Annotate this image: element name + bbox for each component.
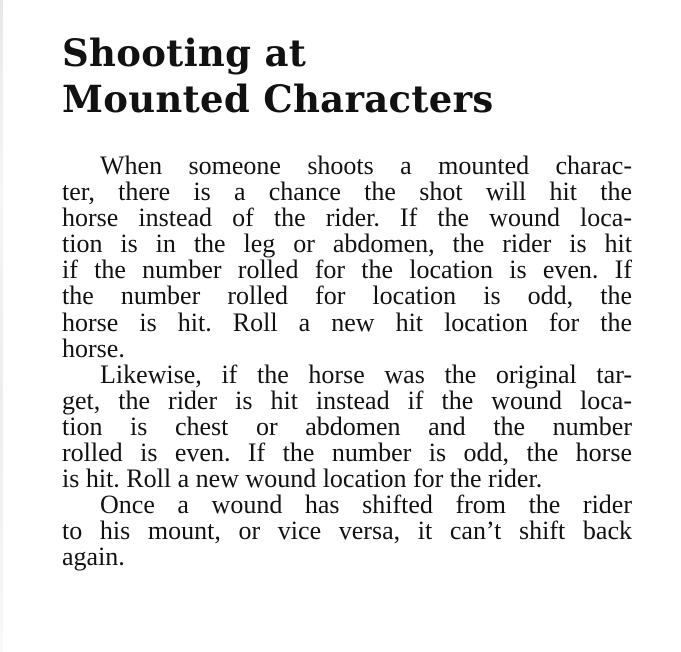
text-line: When someone shoots a mounted charac- — [100, 151, 632, 180]
page-edge-shadow — [0, 0, 3, 652]
text-line: ter, there is a chance the shot will hit the — [62, 177, 632, 207]
text-line: again. — [62, 542, 125, 572]
section-heading — [62, 30, 494, 122]
text-line: the number rolled for location is odd, the — [62, 281, 632, 311]
text-line: rolled is even. If the number is odd, the horse — [62, 438, 632, 468]
paragraph-2 — [62, 359, 632, 494]
text-line: horse instead of the rider. If the wound loca- — [62, 203, 632, 233]
text-line: Likewise, if the horse was the original tar- — [100, 359, 632, 389]
text-line: Once a wound has shifted from the rider — [100, 490, 632, 520]
text-line: tion is chest or abdomen and the number — [62, 411, 632, 441]
heading-line-1: Shooting at — [62, 31, 307, 75]
text-line: to his mount, or vice versa, it can’t shift back — [62, 516, 632, 546]
body-text — [62, 153, 632, 571]
text-line: horse is hit. Roll a new hit location for the — [62, 307, 632, 337]
text-line: horse. — [62, 333, 125, 363]
heading-line-2: Mounted Characters — [62, 77, 494, 121]
text-line: if the number rolled for the location is even. If — [62, 255, 632, 285]
paragraph-1 — [62, 153, 632, 362]
text-line: tion is in the leg or abdomen, the rider is hit — [62, 229, 632, 259]
text-line: is hit. Roll a new wound location for the rider. — [62, 464, 543, 494]
paragraph-3 — [62, 492, 632, 570]
text-line: get, the rider is hit instead if the wound loca- — [62, 385, 632, 415]
